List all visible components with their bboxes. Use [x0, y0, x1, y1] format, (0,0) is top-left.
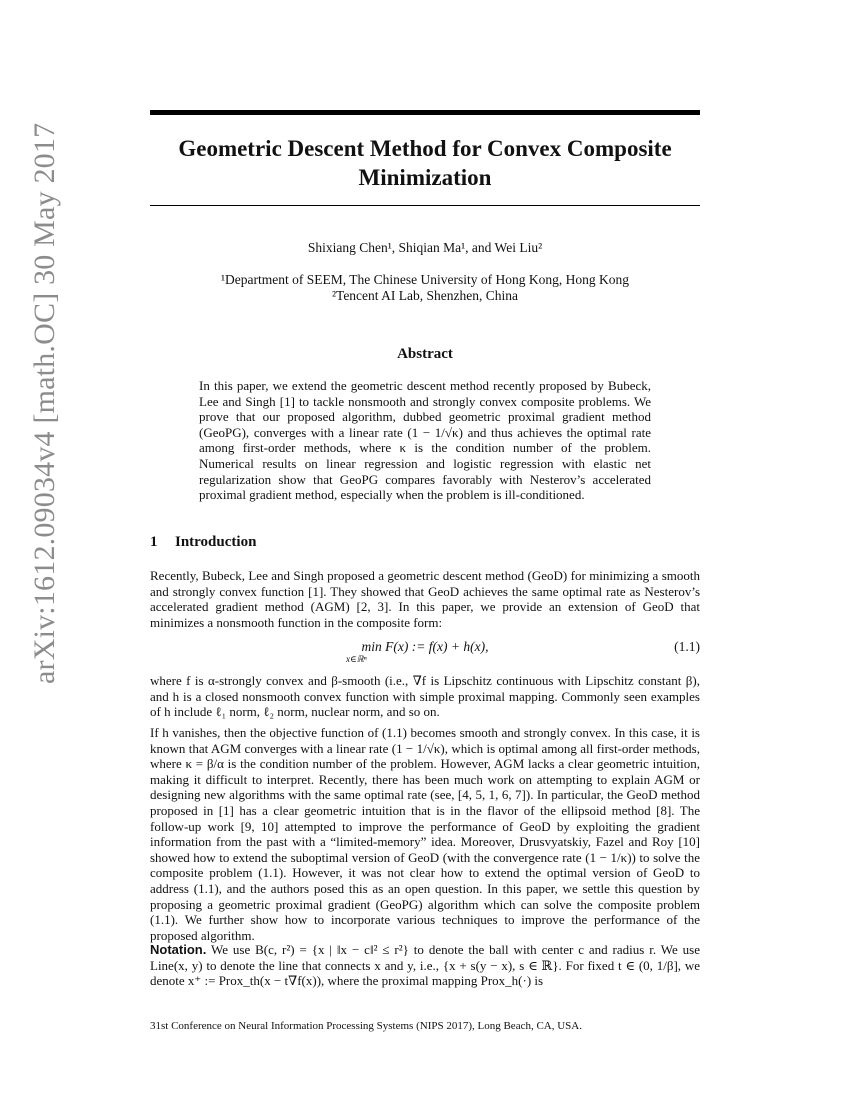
section-heading	[150, 534, 256, 551]
affiliations	[150, 272, 700, 304]
title-top-rule	[150, 110, 700, 115]
notation-label: Notation.	[150, 942, 207, 957]
affiliation-2: ²Tencent AI Lab, Shenzhen, China	[331, 288, 519, 303]
title-line-1: Geometric Descent Method for Convex Composite	[178, 136, 672, 161]
affiliation-1: ¹Department of SEEM, The Chinese University of Hong Kong, Hong Kong	[221, 272, 629, 287]
intro-paragraph-3: If h vanishes, then the objective function of (1.1) becomes smooth and strongly convex. In this case, it is known that AGM converges with a linear rate (1 − 1/√κ), which is optimal among all first-order methods, where κ = β/α is the condition number of the problem. However, AGM lacks a clear geometric intuition, making it difficult to interpret. Recently, there has been much work on attempting to explain AGM or designing new algorithms with the same optimal rate (see, [4, 5, 1, 6, 7]). In particular, the GeoD method proposed in [1] has a clear geometric intuition that is in the flavor of the ellipsoid method [8]. The follow-up work [9, 10] attempted to improve the performance of GeoD by exploiting the gradient information from the past with a “limited-memory” idea. Moreover, Drusvyatskiy, Fazel and Roy [10] showed how to extend the suboptimal version of GeoD (with the convergence rate (1 − 1/κ)) to solve the composite problem (1.1). However, it was not clear how to extend the optimal version of GeoD to address (1.1), and the authors posed this as an open question. In this paper, we settle this question by proposing a geometric proximal gradient (GeoPG) algorithm which can solve the composite problem (1.1). We further show how to incorporate various techniques to improve the performance of the proposed algorithm.	[150, 725, 700, 943]
arxiv-identifier: arXiv:1612.09034v4 [math.OC] 30 May 2017	[28, 122, 61, 684]
equation-number: (1.1)	[674, 639, 700, 654]
equation-1-1	[150, 636, 700, 664]
section-title: Introduction	[175, 534, 257, 550]
notation-text: We use B(c, r²) = {x | ‖x − c‖² ≤ r²} to denote the ball with center c and radius r. We use Line(x, y) to denote the line that connects x and y, i.e., {x + s(y − x), s ∈ ℝ}. For fixed t ∈ (0, 1/β], we denote x⁺ := Prox_th(x − t∇f(x)), where the proximal mapping Prox_h(·) is	[150, 942, 700, 989]
title-line-2: Minimization	[358, 165, 492, 190]
author-list: Shixiang Chen¹, Shiqian Ma¹, and Wei Liu²	[307, 240, 543, 255]
title-bottom-rule	[150, 205, 700, 206]
abstract-text: In this paper, we extend the geometric descent method recently proposed by Bubeck, Lee and Singh [1] to tackle nonsmooth and strongly convex composite problems. We prove that our proposed algorithm, dubbed geometric proximal gradient method (GeoPG), converges with a linear rate (1 − 1/√κ) and thus achieves the optimal rate among first-order methods, where κ is the condition number of the problem. Numerical results on linear regression and logistic regression with elastic net regularization show that GeoPG compares favorably with Nesterov’s accelerated proximal gradient method, especially when the problem is ill-conditioned.	[199, 378, 651, 503]
notation-paragraph	[150, 942, 700, 989]
equation-body: min F(x) := f(x) + h(x),	[361, 639, 489, 654]
section-number: 1	[150, 534, 158, 550]
arxiv-stamp	[22, 122, 62, 684]
paper-title	[150, 134, 700, 192]
abstract-heading: Abstract	[397, 346, 453, 362]
intro-paragraph-2: where f is α-strongly convex and β-smooth (i.e., ∇f is Lipschitz continuous with Lipschitz constant β), and h is a closed nonsmooth convex function with simple proximal mapping. Commonly seen examples of h include ℓ₁ norm, ℓ₂ norm, nuclear norm, and so on.	[150, 673, 700, 720]
equation-subscript: x∈ℝⁿ	[346, 654, 367, 664]
conference-footnote: 31st Conference on Neural Information Processing Systems (NIPS 2017), Long Beach, CA, USA.	[150, 1020, 582, 1032]
intro-paragraph-1: Recently, Bubeck, Lee and Singh proposed a geometric descent method (GeoD) for minimizing a smooth and strongly convex function [1]. They showed that GeoD achieves the same optimal rate as Nesterov’s accelerated gradient method (AGM) [2, 3]. In this paper, we provide an extension of GeoD that minimizes a nonsmooth function in the composite form:	[150, 568, 700, 630]
